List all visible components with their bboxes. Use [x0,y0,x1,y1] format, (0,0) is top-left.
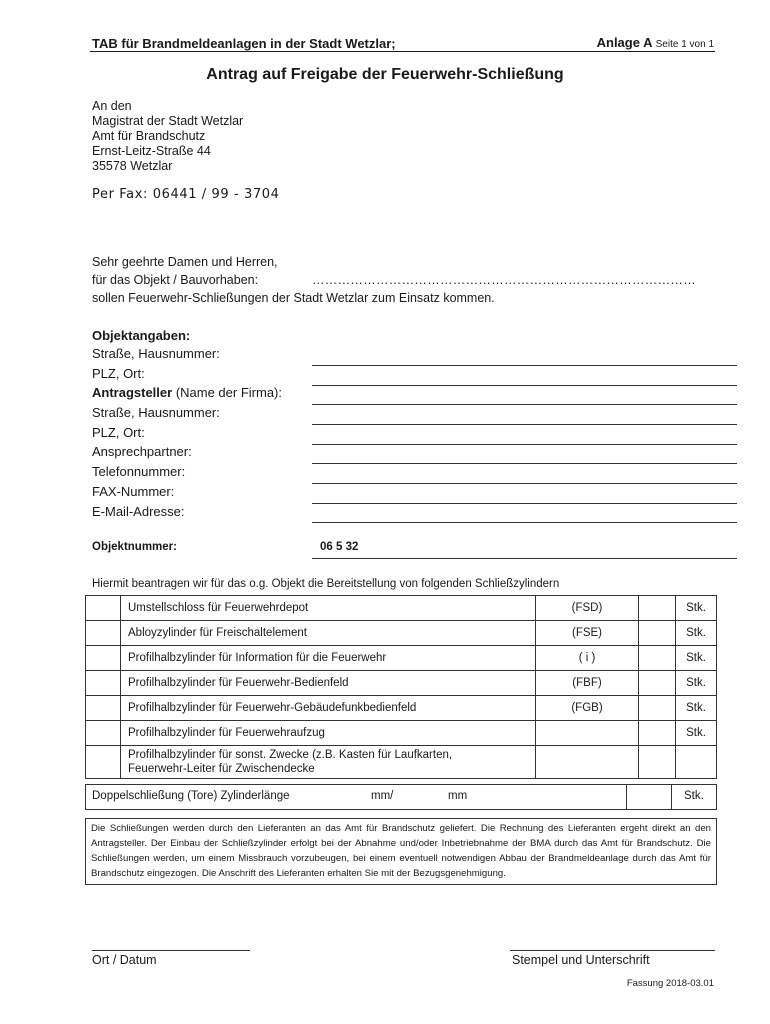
address-line: Ernst-Leitz-Straße 44 [92,144,211,158]
applicant-field[interactable] [312,404,737,405]
quantity-checkbox-cell[interactable] [86,596,121,621]
address-line: 35578 Wetzlar [92,159,173,173]
quantity-cell[interactable] [639,696,676,721]
double-locking-row [85,784,717,810]
cylinder-code [536,746,639,779]
cylinder-code: ( i ) [536,646,639,671]
delivery-note: Die Schließungen werden durch den Lieferanten an das Amt für Brandschutz geliefert. Die Rechnung des Lieferanten ergeht direkt an den Antragsteller. Der Einbau der Schließzylinder erfolgt bei der Abnahme und/oder Inbetriebnahme der BMA durch das Amt für Brandschutz. Die Schließungen werden, um einem Missbrauch vorzubeugen, bei einem eventuell notwendigen Abbau der Brandmeldeanlage durch das Amt für Brandschutz eingezogen. Die Anschrift des Lieferanten erhalten Sie mit der Bezugsgenehmigung. [85,818,717,885]
quantity-cell[interactable] [639,721,676,746]
applicant-label-bold: Antragsteller [92,385,173,400]
phone-field[interactable] [312,483,737,484]
quantity-cell[interactable] [639,596,676,621]
cylinder-code: (FBF) [536,671,639,696]
table-row [86,746,717,779]
cylinder-description-line1: Profilhalbzylinder für sonst. Zwecke (z.B. Kasten für Laufkarten, [128,749,453,761]
cylinder-description: Profilhalbzylinder für Feuerwehr-Bedienfeld [121,671,536,696]
document-header-title: TAB für Brandmeldeanlagen in der Stadt Wetzlar; [92,36,396,51]
table-row [86,646,717,671]
street-label: Straße, Hausnummer: [92,346,220,361]
cylinder-description: Umstellschloss für Feuerwehrdepot [121,596,536,621]
quantity-checkbox-cell[interactable] [86,721,121,746]
unit-label: Stk. [684,790,704,802]
place-date-label: Ort / Datum [92,953,157,967]
street2-field[interactable] [312,424,737,425]
cylinder-description: Profilhalbzylinder für Feuerwehraufzug [121,721,536,746]
header-divider [90,51,715,52]
quantity-checkbox-cell[interactable] [86,671,121,696]
table-row [86,596,717,621]
stamp-signature-label: Stempel und Unterschrift [512,953,650,967]
contact-field[interactable] [312,463,737,464]
cylinder-description: Profilhalbzylinder für Feuerwehr-Gebäudefunkbedienfeld [121,696,536,721]
version-footer: Fassung 2018-03.01 [626,978,714,989]
objektnummer-value: 06 5 32 [320,541,359,553]
quantity-checkbox-cell[interactable] [86,646,121,671]
table-row [86,721,717,746]
cell-divider [671,785,672,809]
applicant-label [92,385,282,400]
page-indicator: Seite 1 von 1 [655,39,714,50]
cylinder-description: Profilhalbzylinder für Information für die Feuerwehr [121,646,536,671]
quantity-checkbox-cell[interactable] [86,621,121,646]
quantity-cell[interactable] [639,646,676,671]
email-field[interactable] [312,522,737,523]
length-unit-1: mm/ [371,790,394,802]
unit-label: Stk. [676,646,717,671]
objektnummer-line [312,558,737,559]
request-text: Hiermit beantragen wir für das o.g. Objekt die Bereitstellung von folgenden Schließzylindern [92,578,560,590]
quantity-cell[interactable] [639,746,676,779]
cylinder-description: Abloyzylinder für Freischaltelement [121,621,536,646]
contact-label: Ansprechpartner: [92,444,192,459]
cell-divider [626,785,627,809]
unit-label: Stk. [676,621,717,646]
email-label: E-Mail-Adresse: [92,504,185,519]
unit-label [676,746,717,779]
unit-label: Stk. [676,596,717,621]
fax-number: Per Fax: 06441 / 99 - 3704 [92,187,280,202]
applicant-label-rest: (Name der Firma): [172,385,282,400]
unit-label: Stk. [676,721,717,746]
street-field[interactable] [312,365,737,366]
address-line: Amt für Brandschutz [92,129,206,143]
object-label: für das Objekt / Bauvorhaben: [92,273,259,287]
document-header-anlage [597,35,714,50]
cylinder-description [121,746,536,779]
quantity-cell[interactable] [639,671,676,696]
length-unit-2: mm [448,790,468,802]
plz2-label: PLZ, Ort: [92,425,145,440]
faxnr-field[interactable] [312,503,737,504]
anlage-label: Anlage A [596,35,652,50]
object-dotted-field[interactable]: ……………………………………………………………………………… [312,273,696,287]
plz2-field[interactable] [312,444,737,445]
cylinder-code [536,721,639,746]
address-line: Magistrat der Stadt Wetzlar [92,114,244,128]
cylinder-table [85,595,717,779]
table-row [86,671,717,696]
objektnummer-label: Objektnummer: [92,541,177,553]
fax-label: FAX-Nummer: [92,484,175,499]
quantity-cell[interactable] [639,621,676,646]
page-title: Antrag auf Freigabe der Feuerwehr-Schließung [206,66,564,83]
cylinder-code: (FGB) [536,696,639,721]
street2-label: Straße, Hausnummer: [92,405,220,420]
plz-label: PLZ, Ort: [92,366,145,381]
cylinder-code: (FSE) [536,621,639,646]
plz-field[interactable] [312,385,737,386]
stamp-signature-line[interactable] [510,950,715,951]
cylinder-code: (FSD) [536,596,639,621]
phone-label: Telefonnummer: [92,464,186,479]
intro-text: sollen Feuerwehr-Schließungen der Stadt Wetzlar zum Einsatz kommen. [92,291,495,305]
address-line: An den [92,99,132,113]
unit-label: Stk. [676,671,717,696]
salutation: Sehr geehrte Damen und Herren, [92,255,278,269]
table-row [86,696,717,721]
date-signature-line[interactable] [92,950,250,951]
unit-label: Stk. [676,696,717,721]
double-locking-label: Doppelschließung (Tore) Zylinderlänge [92,790,290,802]
cylinder-description-line2: Feuerwehr-Leiter für Zwischendecke [128,763,315,775]
quantity-checkbox-cell[interactable] [86,696,121,721]
recipient-address [92,99,243,174]
table-row [86,621,717,646]
object-section-heading: Objektangaben: [92,328,191,343]
quantity-checkbox-cell[interactable] [86,746,121,779]
